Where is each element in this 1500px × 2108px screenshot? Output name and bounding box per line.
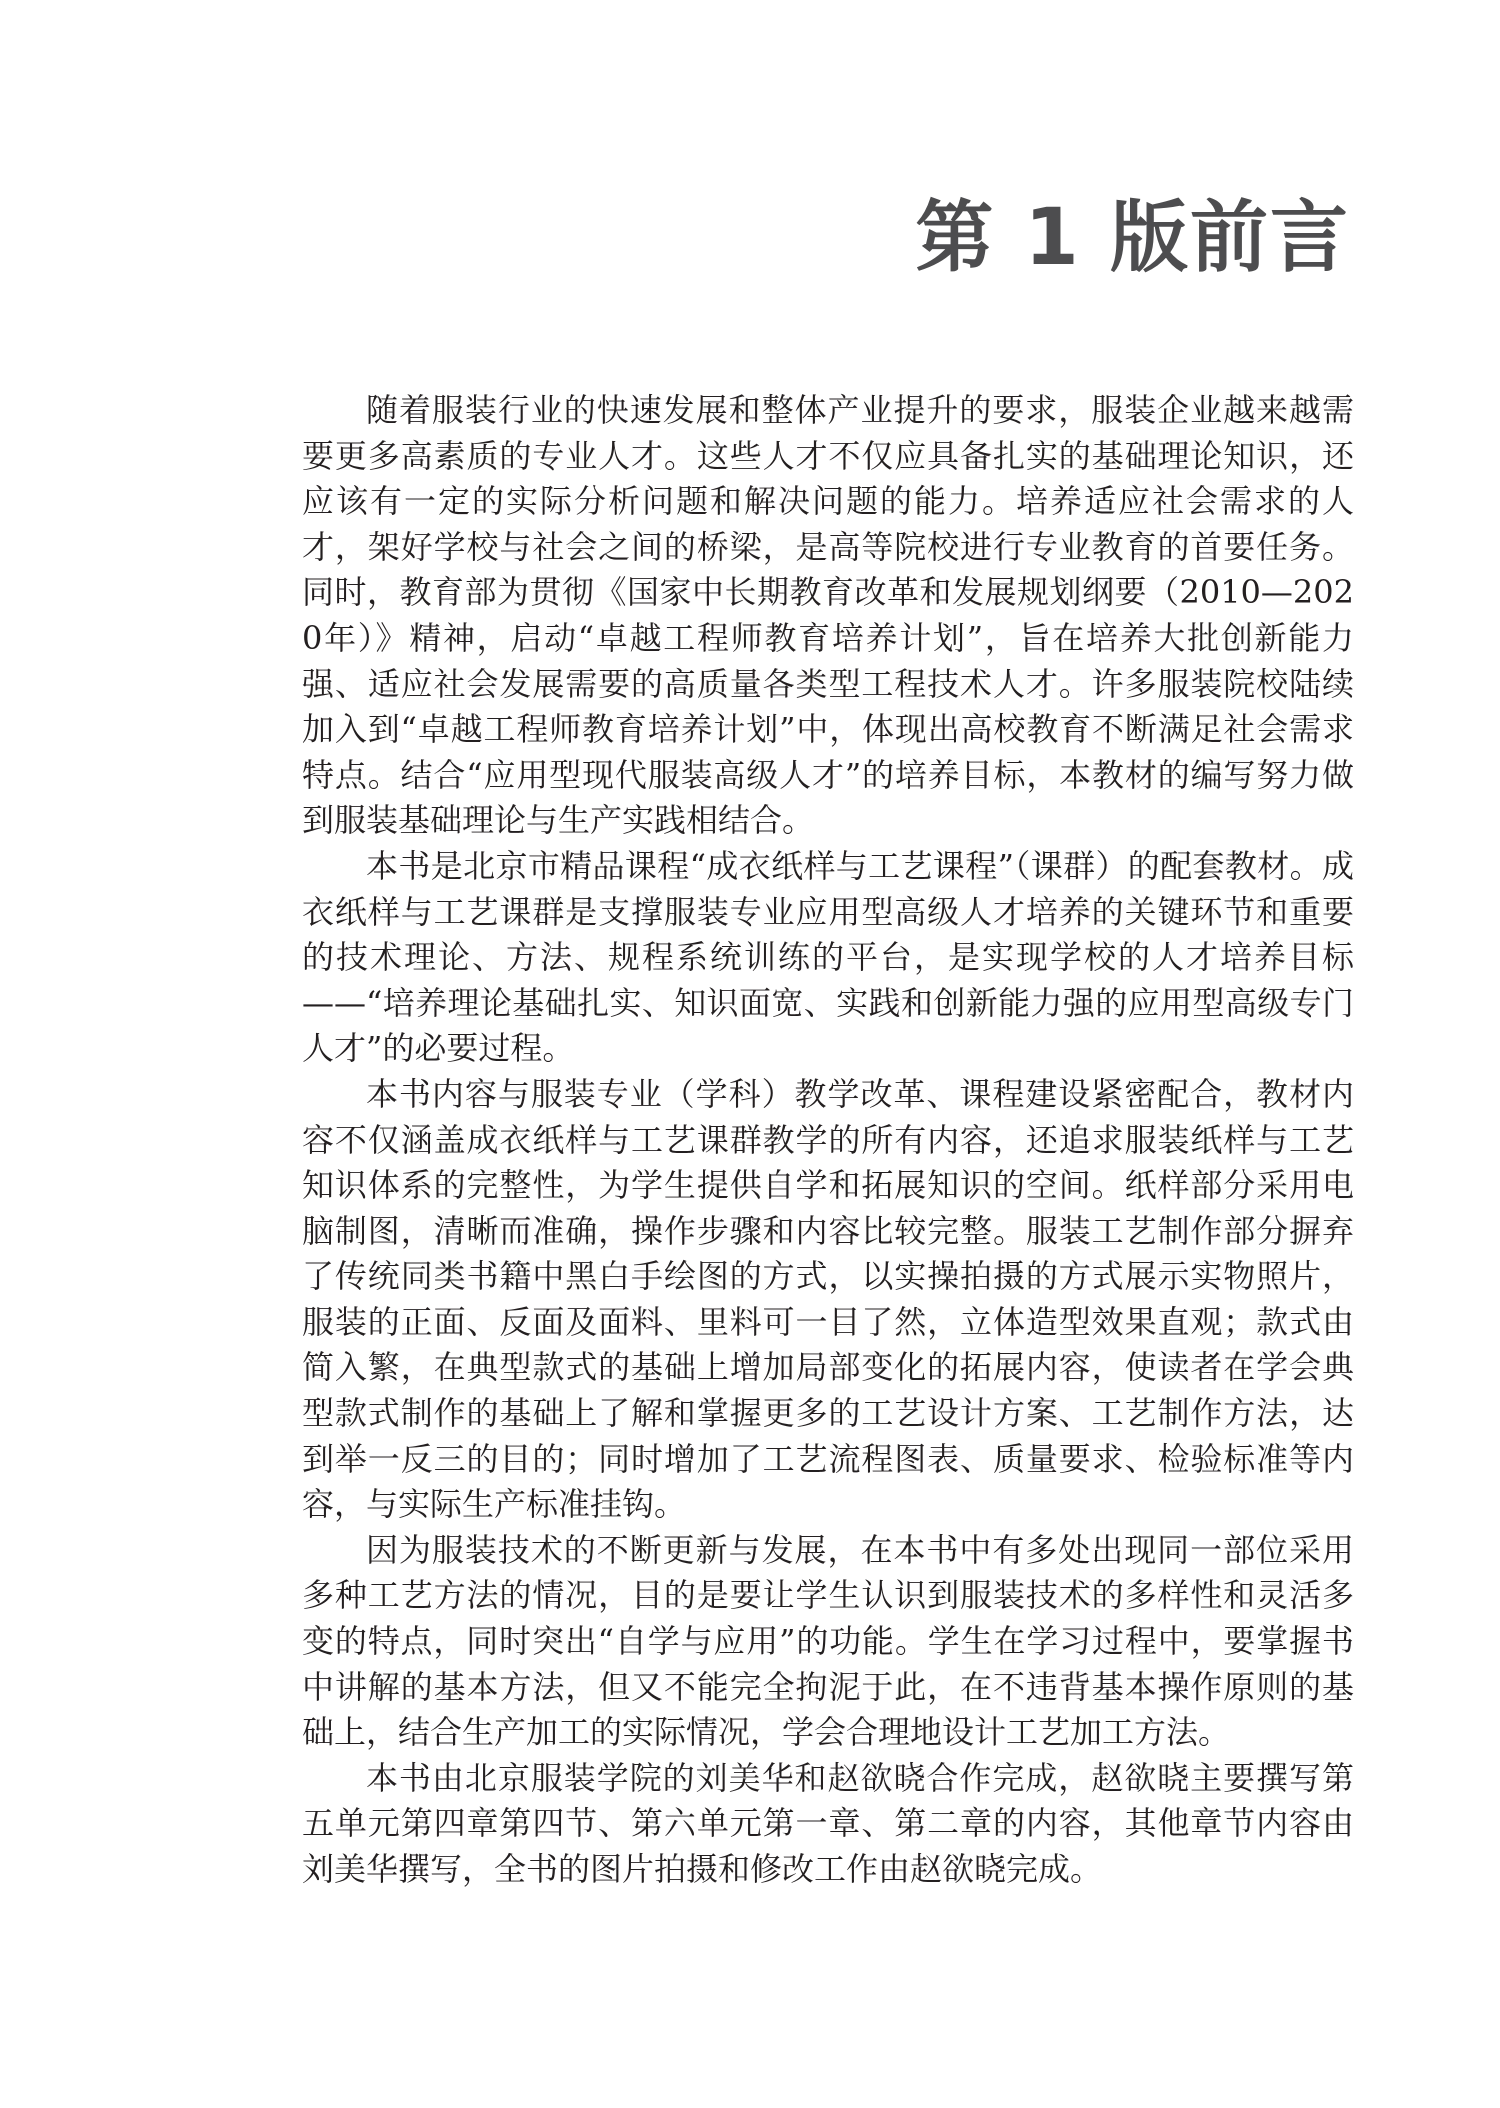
paragraph-3: 本书内容与服装专业（学科）教学改革、课程建设紧密配合，教材内容不仅涵盖成衣纸样与工艺课群教学的所有内容，还追求服装纸样与工艺知识体系的完整性，为学生提供自学和拓展知识的空间。纸样部分采用电脑制图，清晰而准确，操作步骤和内容比较完整。服装工艺制作部分摒弃了传统同类书籍中黑白手绘图的方式，以实操拍摄的方式展示实物照片，服装的正面、反面及面料、里料可一目了然，立体造型效果直观；款式由简入繁，在典型款式的基础上增加局部变化的拓展内容，使读者在学会典型款式制作的基础上了解和掌握更多的工艺设计方案、工艺制作方法，达到举一反三的目的；同时增加了工艺流程图表、质量要求、检验标准等内容，与实际生产标准挂钩。 [302,1074,1354,1524]
preface-body [302,388,1354,1893]
paragraph-5: 本书由北京服装学院的刘美华和赵欲晓合作完成，赵欲晓主要撰写第五单元第四章第四节、第六单元第一章、第二章的内容，其他章节内容由刘美华撰写，全书的图片拍摄和修改工作由赵欲晓完成。 [302,1758,1354,1888]
paragraph-4: 因为服装技术的不断更新与发展，在本书中有多处出现同一部位采用多种工艺方法的情况，目的是要让学生认识到服装技术的多样性和灵活多变的特点，同时突出“自学与应用”的功能。学生在学习过程中，要掌握书中讲解的基本方法，但又不能完全拘泥于此，在不违背基本操作原则的基础上，结合生产加工的实际情况，学会合理地设计工艺加工方法。 [302,1530,1354,1752]
page-title: 第 1 版前言 [915,193,1350,283]
paragraph-2: 本书是北京市精品课程“成衣纸样与工艺课程”（课群）的配套教材。成衣纸样与工艺课群是支撑服装专业应用型高级人才培养的关键环节和重要的技术理论、方法、规程系统训练的平台，是实现学校的人才培养目标——“培养理论基础扎实、知识面宽、实践和创新能力强的应用型高级专门人才”的必要过程。 [302,846,1354,1068]
paragraph-1: 随着服装行业的快速发展和整体产业提升的要求，服装企业越来越需要更多高素质的专业人才。这些人才不仅应具备扎实的基础理论知识，还应该有一定的实际分析问题和解决问题的能力。培养适应社会需求的人才，架好学校与社会之间的桥梁，是高等院校进行专业教育的首要任务。同时，教育部为贯彻《国家中长期教育改革和发展规划纲要（2010—2020年）》精神，启动“卓越工程师教育培养计划”，旨在培养大批创新能力强、适应社会发展需要的高质量各类型工程技术人才。许多服装院校陆续加入到“卓越工程师教育培养计划”中，体现出高校教育不断满足社会需求特点。结合“应用型现代服装高级人才”的培养目标，本教材的编写努力做到服装基础理论与生产实践相结合。 [302,391,1354,840]
